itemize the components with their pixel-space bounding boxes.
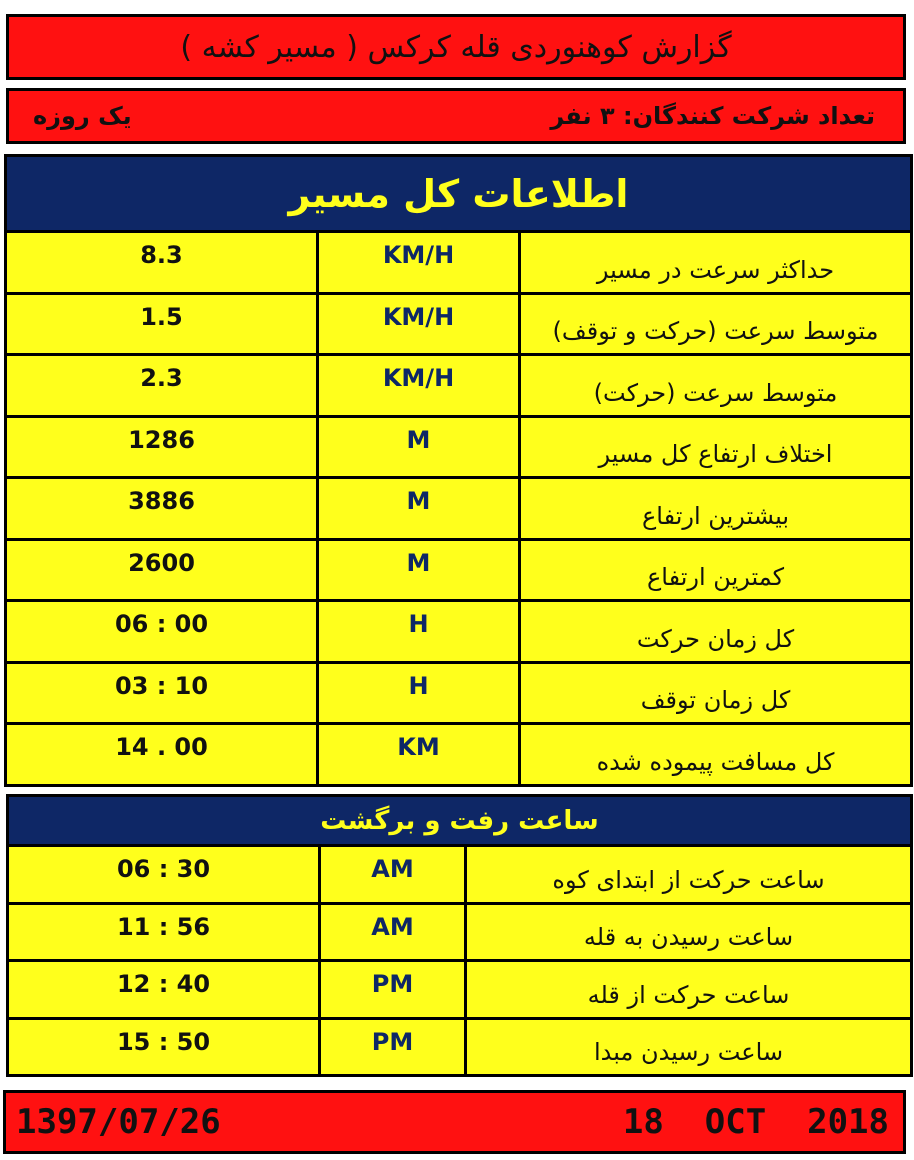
- row-label: کل زمان توقف: [520, 662, 912, 724]
- route-info-heading: اطلاعات کل مسیر: [6, 156, 912, 232]
- row-unit: AM: [320, 846, 466, 904]
- participants-count: تعداد شرکت کنندگان: ۳ نفر: [550, 102, 875, 130]
- row-label: متوسط سرعت (حرکت): [520, 355, 912, 417]
- row-label: حداکثر سرعت در مسیر: [520, 232, 912, 294]
- row-unit: KM/H: [318, 232, 520, 294]
- route-info-table: [4, 154, 913, 787]
- row-label: کل زمان حرکت: [520, 601, 912, 663]
- table-row: [6, 355, 912, 417]
- table-row: [6, 416, 912, 478]
- persian-date: 1397/07/26: [16, 1102, 221, 1142]
- row-label: بیشترین ارتفاع: [520, 478, 912, 540]
- row-unit: AM: [320, 903, 466, 961]
- table-row: [8, 846, 912, 904]
- table-row: [8, 1018, 912, 1076]
- table-row: [8, 903, 912, 961]
- schedule-heading: ساعت رفت و برگشت: [8, 796, 912, 846]
- gregorian-date: 18 OCT 2018: [622, 1102, 889, 1142]
- row-label: ساعت حرکت از ابتدای کوه: [466, 846, 912, 904]
- row-label: اختلاف ارتفاع کل مسیر: [520, 416, 912, 478]
- row-value: 1286: [6, 416, 318, 478]
- row-unit: KM/H: [318, 355, 520, 417]
- row-value: 11 : 56: [8, 903, 320, 961]
- info-bar: [6, 88, 906, 144]
- trip-duration: یک روزه: [33, 102, 132, 130]
- row-value: 06 : 30: [8, 846, 320, 904]
- schedule-table: [6, 794, 913, 1077]
- row-unit: H: [318, 662, 520, 724]
- table-row: [6, 478, 912, 540]
- row-value: 8.3: [6, 232, 318, 294]
- row-unit: M: [318, 478, 520, 540]
- row-unit: M: [318, 416, 520, 478]
- row-value: 15 : 50: [8, 1018, 320, 1076]
- table-row: [6, 662, 912, 724]
- table-row: [8, 961, 912, 1019]
- row-label: ساعت حرکت از قله: [466, 961, 912, 1019]
- row-value: 2600: [6, 539, 318, 601]
- row-label: کل مسافت پیموده شده: [520, 724, 912, 786]
- date-footer: [3, 1090, 906, 1154]
- row-unit: KM: [318, 724, 520, 786]
- table-row: [6, 232, 912, 294]
- table-row: [6, 724, 912, 786]
- row-unit: PM: [320, 1018, 466, 1076]
- row-label: کمترین ارتفاع: [520, 539, 912, 601]
- table-row: [6, 539, 912, 601]
- row-unit: PM: [320, 961, 466, 1019]
- row-unit: H: [318, 601, 520, 663]
- row-value: 1.5: [6, 293, 318, 355]
- report-title: گزارش کوهنوردی قله کرکس ( مسیر کشه ): [180, 29, 732, 65]
- table-row: [6, 293, 912, 355]
- row-label: ساعت رسیدن مبدا: [466, 1018, 912, 1076]
- row-unit: M: [318, 539, 520, 601]
- row-label: ساعت رسیدن به قله: [466, 903, 912, 961]
- row-value: 2.3: [6, 355, 318, 417]
- table-row: [6, 601, 912, 663]
- row-value: 14 . 00: [6, 724, 318, 786]
- row-value: 06 : 00: [6, 601, 318, 663]
- row-label: متوسط سرعت (حرکت و توقف): [520, 293, 912, 355]
- row-value: 12 : 40: [8, 961, 320, 1019]
- row-unit: KM/H: [318, 293, 520, 355]
- row-value: 3886: [6, 478, 318, 540]
- row-value: 03 : 10: [6, 662, 318, 724]
- report-title-bar: [6, 14, 906, 80]
